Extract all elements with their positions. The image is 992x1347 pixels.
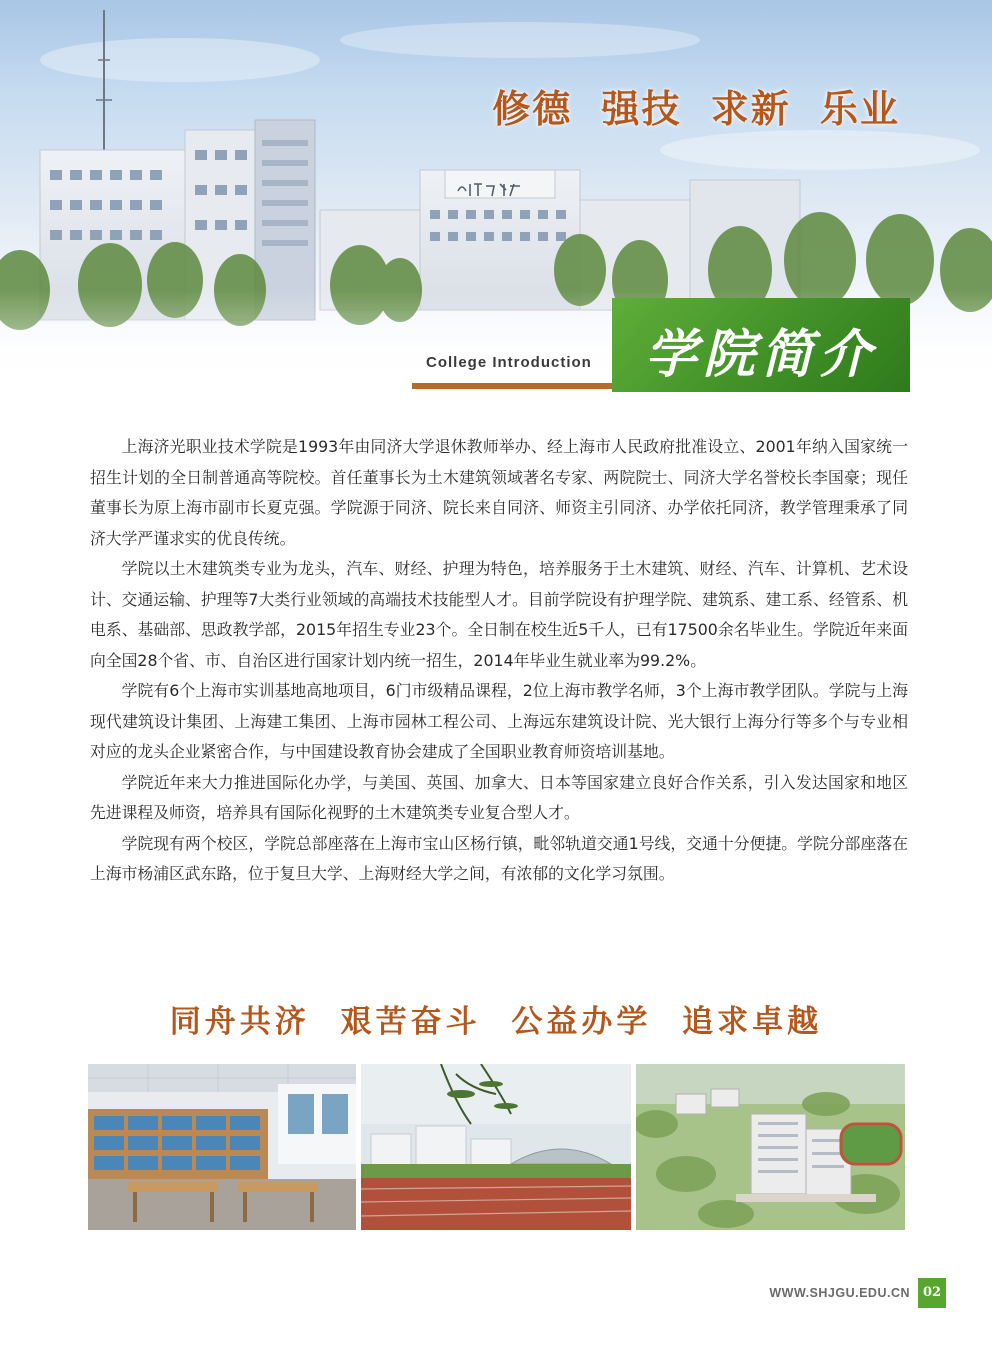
section-title-chinese: 学院简介 [644, 324, 877, 385]
page-number: 02 [918, 1278, 946, 1308]
intro-paragraph: 学院以土木建筑类专业为龙头，汽车、财经、护理为特色，培养服务于土木建筑、财经、汽车、计算机、艺术设计、交通运输、护理等7大类行业领域的高端技术技能型人才。目前学院设有护理学院、建筑系、建工系、经管系、机电系、基础部、思政教学部，2015年招生专业23个。全日制在校生近5千人，已有17500余名毕业生。学院近年来面向全国28个省、市、自治区进行国家计划内统一招生，2014年毕业生就业率为99.2%。 [90, 559, 908, 670]
college-slogan: 同舟共济 艰苦奋斗 公益办学 追求卓越 [169, 1004, 823, 1040]
section-title-bar [412, 345, 612, 379]
section-title-english: College Introduction [426, 354, 592, 371]
sports-field-photo [361, 1064, 631, 1230]
library-photo [88, 1064, 356, 1230]
section-title-underline [412, 383, 612, 389]
intro-paragraph: 学院现有两个校区，学院总部座落在上海市宝山区杨行镇，毗邻轨道交通1号线，交通十分便捷。学院分部座落在上海市杨浦区武东路，位于复旦大学、上海财经大学之间，有浓郁的文化学习氛围。 [90, 833, 908, 883]
intro-paragraph: 上海济光职业技术学院是1993年由同济大学退休教师举办、经上海市人民政府批准设立、2001年纳入国家统一招生计划的全日制普通高等院校。首任董事长为土木建筑领域著名专家、两院院士、同济大学名誉校长李国豪；现任董事长为原上海市副市长夏克强。学院源于同济、院长来自同济、师资主引同济、办学依托同济，教学管理秉承了同济大学严谨求实的优良传统。 [90, 437, 908, 548]
campus-aerial-photo [636, 1064, 905, 1230]
intro-paragraph: 学院近年来大力推进国际化办学，与美国、英国、加拿大、日本等国家建立良好合作关系，引入发达国家和地区先进课程及师资，培养具有国际化视野的土木建筑类专业复合型人才。 [90, 772, 908, 822]
school-motto: 修德 强技 求新 乐业 [492, 86, 900, 131]
intro-paragraph: 学院有6个上海市实训基地高地项目，6门市级精品课程，2位上海市教学名师，3个上海市教学团队。学院与上海现代建筑设计集团、上海建工集团、上海市园林工程公司、上海远东建筑设计院、光大银行上海分行等多个与专业相对应的龙头企业紧密合作，与中国建设教育协会建成了全国职业教育师资培训基地。 [90, 681, 908, 761]
website-url[interactable]: WWW.SHJGU.EDU.CN [769, 1286, 910, 1300]
college-introduction-text [90, 432, 908, 890]
section-title-badge [612, 298, 910, 392]
